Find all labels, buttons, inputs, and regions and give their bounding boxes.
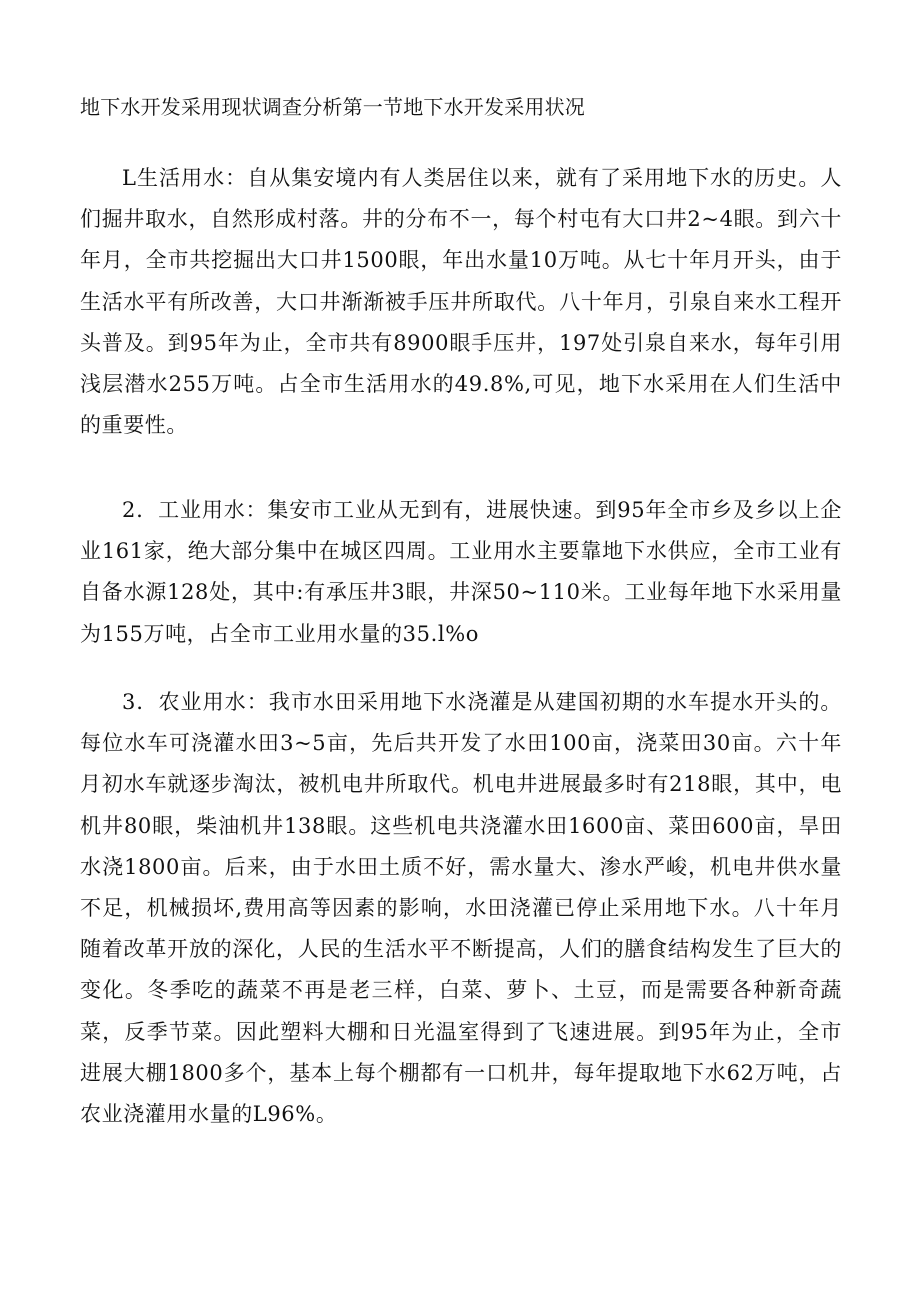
paragraph-industrial-water: 2．工业用水：集安市工业从无到有，进展快速。到95年全市乡及乡以上企业161家，绝大部分集中在城区四周。工业用水主要靠地下水供应，全市工业有自备水源128处，其中:有承压井3眼，井深50~110米。工业每年地下水采用量为155万吨，占全市工业用水量的35.l%o — [80, 498, 842, 646]
document-title: 地下水开发采用现状调查分析第一节地下水开发采用状况 — [80, 95, 585, 119]
paragraph-domestic-water: L生活用水：自从集安境内有人类居住以来，就有了采用地下水的历史。人们掘井取水，自然形成村落。井的分布不一，每个村屯有大口井2~4眼。到六十年月，全市共挖掘出大口井1500眼，年出水量10万吨。从七十年月开头，由于生活水平有所改善，大口井渐渐被手压井所取代。八十年月，引泉自来水工程开头普及。到95年为止，全市共有8900眼手压井，197处引泉自来水，每年引用浅层潜水255万吨。占全市生活用水的49.8%,可见，地下水采用在人们生活中的重要性。 — [80, 166, 842, 438]
paragraph-agricultural-water: 3．农业用水：我市水田采用地下水浇灌是从建国初期的水车提水开头的。每位水车可浇灌水田3~5亩，先后共开发了水田100亩，浇菜田30亩。六十年月初水车就逐步淘汰，被机电井所取代。机电井进展最多时有218眼，其中，电机井80眼，柴油机井138眼。这些机电共浇灌水田1600亩、菜田600亩，旱田水浇1800亩。后来，由于水田土质不好，需水量大、渗水严峻，机电井供水量不足，机械损坏,费用高等因素的影响，水田浇灌已停止采用地下水。八十年月随着改革开放的深化，人民的生活水平不断提高，人们的膳食结构发生了巨大的变化。冬季吃的蔬菜不再是老三样，白菜、萝卜、土豆，而是需要各种新奇蔬菜，反季节菜。因此塑料大棚和日光温室得到了飞速进展。到95年为止，全市进展大棚1800多个，基本上每个棚都有一口机井，每年提取地下水62万吨，占农业浇灌用水量的L96%。 — [80, 690, 842, 1127]
